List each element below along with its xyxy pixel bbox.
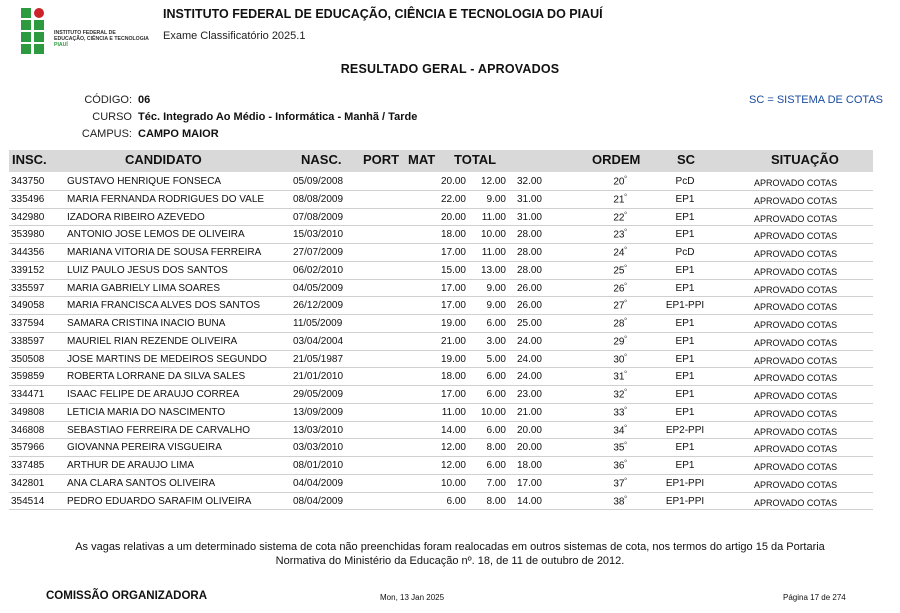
cell-candidato: MAURIEL RIAN REZENDE OLIVEIRA [67, 335, 238, 347]
cell-candidato: PEDRO EDUARDO SARAFIM OLIVEIRA [67, 495, 252, 507]
table-row [9, 475, 873, 493]
cell-sc: EP1 [675, 318, 695, 329]
ordem-number: 31 [613, 371, 625, 383]
cell-insc: 344356 [11, 247, 45, 258]
ordinal-mark: º [624, 495, 627, 502]
cell-sc: EP1 [675, 193, 695, 205]
cell-sc: EP1 [675, 371, 695, 383]
ordinal-mark: º [624, 300, 627, 307]
cell-sc: EP1-PPI [665, 495, 705, 507]
cell-mat: 11.00 [481, 211, 506, 223]
cell-sc: EP1 [675, 229, 695, 241]
cell-candidato: IZADORA RIBEIRO AZEVEDO [67, 211, 205, 223]
cell-ordem [613, 478, 626, 489]
cell-mat: 3.00 [486, 335, 506, 347]
table-row [9, 457, 873, 475]
cell-total: 17.00 [516, 477, 542, 489]
table-row [9, 333, 873, 351]
cell-ordem [613, 300, 626, 311]
ordinal-mark: º [624, 176, 627, 182]
ordem-number: 22 [613, 211, 625, 223]
cell-ordem [613, 425, 626, 436]
cell-ordem [613, 247, 626, 258]
header-insc: INSC. [12, 152, 47, 167]
header-total: TOTAL [454, 152, 497, 167]
cell-mat: 6.00 [486, 371, 506, 383]
ordem-number: 36 [613, 460, 625, 472]
cell-total: 20.00 [516, 424, 542, 436]
cell-sc: EP1 [675, 335, 695, 347]
cell-situacao: APROVADO COTAS [754, 479, 838, 490]
cell-situacao: APROVADO COTAS [754, 355, 838, 366]
cell-ordem [613, 265, 626, 276]
cell-insc: 353980 [11, 229, 45, 241]
ordem-number: 38 [613, 495, 625, 507]
cell-nasc: 03/04/2004 [293, 335, 344, 347]
commission-label: COMISSÃO ORGANIZADORA [46, 590, 207, 602]
cell-candidato: ROBERTA LORRANE DA SILVA SALES [67, 371, 246, 383]
cell-situacao: APROVADO COTAS [754, 337, 838, 348]
cell-mat: 9.00 [486, 193, 506, 205]
table-row [9, 226, 873, 244]
cell-port: 18.00 [440, 229, 466, 241]
cell-nasc: 13/09/2009 [293, 406, 344, 418]
cell-situacao: APROVADO COTAS [754, 373, 838, 384]
ordem-number: 24 [613, 247, 625, 259]
header-ordem: ORDEM [592, 152, 641, 167]
cell-candidato: SEBASTIAO FERREIRA DE CARVALHO [67, 424, 251, 436]
cell-total: 26.00 [516, 282, 542, 294]
cell-candidato: MARIA FERNANDA RODRIGUES DO VALE [67, 193, 265, 205]
cell-total: 28.00 [516, 247, 542, 258]
cell-situacao: APROVADO COTAS [754, 426, 838, 437]
cell-candidato: LETICIA MARIA DO NASCIMENTO [67, 406, 226, 418]
cell-mat: 5.00 [486, 353, 506, 365]
codigo-value: 06 [138, 94, 151, 106]
cell-candidato: ANA CLARA SANTOS OLIVEIRA [67, 477, 216, 489]
header-situacao: SITUAÇÃO [771, 152, 839, 167]
cell-situacao: APROVADO COTAS [754, 302, 838, 313]
cell-nasc: 15/03/2010 [293, 229, 344, 241]
cell-ordem [613, 194, 626, 205]
header-sc: SC [677, 152, 696, 167]
ordinal-mark: º [624, 335, 627, 342]
ordem-number: 28 [613, 318, 625, 330]
info-curso [80, 111, 417, 123]
cell-situacao: APROVADO COTAS [754, 320, 838, 330]
table-row [9, 351, 873, 369]
cell-port: 20.00 [440, 211, 466, 223]
sc-legend: SC = SISTEMA DE COTAS [749, 94, 883, 106]
cell-ordem [613, 229, 626, 240]
cell-sc: EP1-PPI [665, 477, 705, 489]
cell-ordem [613, 354, 626, 365]
cell-mat: 7.00 [486, 477, 506, 489]
ordem-number: 29 [613, 336, 625, 348]
cell-ordem [613, 496, 626, 507]
cell-total: 28.00 [516, 229, 542, 241]
ordinal-mark: º [624, 282, 627, 289]
cell-nasc: 06/02/2010 [293, 264, 344, 276]
ordinal-mark: º [624, 193, 627, 200]
cell-mat: 9.00 [486, 300, 506, 312]
cell-situacao: APROVADO COTAS [754, 444, 838, 455]
cell-port: 19.00 [440, 318, 466, 329]
cell-nasc: 04/05/2009 [293, 282, 344, 294]
cell-situacao: APROVADO COTAS [754, 213, 838, 224]
ordem-number: 37 [613, 478, 625, 490]
cell-candidato: MARIANA VITORIA DE SOUSA FERREIRA [67, 247, 262, 258]
cell-mat: 9.00 [486, 282, 506, 294]
cell-mat: 12.00 [480, 176, 506, 187]
cell-candidato: ANTONIO JOSE LEMOS DE OLIVEIRA [67, 229, 245, 241]
cell-total: 24.00 [516, 353, 542, 365]
cell-situacao: APROVADO COTAS [754, 408, 838, 419]
table-row [9, 439, 873, 457]
cell-total: 31.00 [516, 193, 542, 205]
cell-sc: EP1 [675, 353, 695, 365]
footnote-line-2: Normativa do Ministério da Educação nº. 18, de 11 de outubro de 2012. [275, 555, 625, 567]
institution-title: INSTITUTO FEDERAL DE EDUCAÇÃO, CIÊNCIA E TECNOLOGIA DO PIAUÍ [163, 7, 603, 21]
cell-sc: EP2-PPI [665, 424, 705, 436]
cell-port: 12.00 [440, 460, 466, 471]
ordinal-mark: º [624, 406, 627, 413]
cell-port: 20.00 [440, 176, 466, 187]
cell-total: 18.00 [516, 460, 542, 471]
cell-sc: EP1 [675, 211, 695, 223]
table-row [9, 386, 873, 404]
cell-nasc: 11/05/2009 [293, 318, 343, 329]
cell-nasc: 07/08/2009 [293, 211, 344, 223]
cell-insc: 334471 [11, 389, 45, 400]
header-port: PORT [363, 152, 400, 167]
cell-candidato: ISAAC FELIPE DE ARAUJO CORREA [67, 389, 240, 400]
ordinal-mark: º [624, 353, 627, 360]
ordem-number: 32 [613, 389, 625, 401]
cell-total: 26.00 [516, 300, 542, 312]
cell-port: 17.00 [440, 247, 466, 258]
table-row [9, 280, 873, 298]
cell-port: 18.00 [440, 371, 466, 383]
institution-logo [17, 4, 149, 54]
cell-port: 14.00 [440, 424, 466, 436]
cell-sc: PcD [675, 176, 695, 187]
ordinal-mark: º [624, 460, 627, 466]
ordem-number: 20 [613, 176, 625, 188]
cell-candidato: MARIA FRANCISCA ALVES DOS SANTOS [67, 300, 261, 312]
cell-port: 17.00 [440, 300, 466, 312]
table-row [9, 422, 873, 440]
ordem-number: 27 [613, 300, 625, 312]
cell-total: 28.00 [516, 264, 542, 276]
cell-nasc: 04/04/2009 [293, 477, 344, 489]
curso-value: Téc. Integrado Ao Médio - Informática - Manhã / Tarde [138, 111, 418, 123]
ordinal-mark: º [624, 477, 627, 484]
cell-insc: 337594 [11, 318, 45, 329]
cell-candidato: GIOVANNA PEREIRA VISGUEIRA [67, 442, 222, 454]
cell-nasc: 21/05/1987 [293, 353, 344, 365]
cell-ordem [613, 442, 626, 453]
cell-situacao: APROVADO COTAS [754, 249, 838, 259]
cell-situacao: APROVADO COTAS [754, 284, 838, 295]
cell-situacao: APROVADO COTAS [754, 497, 838, 508]
cell-nasc: 08/01/2010 [293, 460, 344, 471]
cell-insc: 346808 [11, 424, 45, 436]
exam-subtitle: Exame Classificatório 2025.1 [163, 30, 306, 42]
cell-total: 32.00 [516, 176, 542, 187]
page-number: Página 17 de 274 [783, 593, 846, 602]
cell-situacao: APROVADO COTAS [754, 462, 838, 472]
cell-ordem [613, 318, 626, 329]
cell-nasc: 05/09/2008 [293, 176, 344, 187]
cell-nasc: 13/03/2010 [293, 424, 344, 436]
ordinal-mark: º [624, 389, 627, 395]
cell-insc: 335496 [11, 193, 45, 205]
table-row [9, 315, 873, 333]
cell-insc: 342980 [11, 211, 45, 223]
cell-situacao: APROVADO COTAS [754, 391, 838, 401]
cell-ordem [613, 212, 626, 223]
header-mat: MAT [408, 152, 436, 167]
cell-ordem [613, 407, 626, 418]
cell-ordem [613, 176, 626, 187]
results-table-body [9, 173, 873, 510]
cell-nasc: 26/12/2009 [293, 300, 344, 312]
cell-sc: EP1 [675, 389, 695, 400]
ordinal-mark: º [624, 424, 627, 431]
cell-ordem [613, 371, 626, 382]
cell-insc: 349808 [11, 406, 45, 418]
ordinal-mark: º [624, 318, 627, 324]
cell-insc: 343750 [11, 176, 45, 187]
cell-mat: 6.00 [486, 318, 506, 329]
cell-situacao: APROVADO COTAS [754, 266, 838, 277]
cell-total: 14.00 [516, 495, 542, 507]
cell-candidato: MARIA GABRIELY LIMA SOARES [67, 282, 221, 294]
cell-candidato: ARTHUR DE ARAUJO LIMA [67, 460, 195, 471]
cell-mat: 6.00 [486, 389, 506, 400]
cell-candidato: GUSTAVO HENRIQUE FONSECA [67, 176, 222, 187]
curso-label: CURSO [92, 111, 132, 123]
footnote-line-1: As vagas relativas a um determinado sistema de cota não preenchidas foram realocadas em outros sistemas de cota, nos termos do artigo 15 da Portaria [75, 541, 825, 553]
table-row [9, 404, 873, 422]
cell-sc: EP1-PPI [665, 300, 705, 312]
cell-total: 23.00 [516, 389, 542, 400]
cell-port: 10.00 [440, 477, 466, 489]
ordinal-mark: º [624, 247, 627, 253]
cell-port: 17.00 [440, 282, 466, 294]
info-campus [80, 128, 219, 140]
footnote [0, 540, 900, 568]
campus-label: CAMPUS: [81, 128, 132, 140]
cell-total: 25.00 [516, 318, 542, 329]
logo-text: INSTITUTO FEDERAL DE EDUCAÇÃO, CIÊNCIA E TECNOLOGIA PIAUÍ [54, 30, 149, 48]
header-candidato: CANDIDATO [125, 152, 202, 167]
cell-insc: 350508 [11, 353, 45, 365]
cell-insc: 357966 [11, 442, 45, 454]
campus-value: CAMPO MAIOR [138, 128, 219, 140]
table-row [9, 244, 873, 262]
report-title: RESULTADO GERAL - APROVADOS [340, 62, 560, 76]
ordem-number: 23 [613, 229, 625, 241]
cell-ordem [613, 283, 626, 294]
cell-nasc: 21/01/2010 [293, 371, 344, 383]
table-row [9, 297, 873, 315]
codigo-label: CÓDIGO: [84, 94, 132, 106]
cell-port: 15.00 [440, 264, 466, 276]
cell-candidato: JOSE MARTINS DE MEDEIROS SEGUNDO [67, 353, 267, 365]
ordem-number: 25 [613, 265, 625, 277]
ordinal-mark: º [624, 442, 627, 449]
cell-nasc: 08/08/2009 [293, 193, 344, 205]
cell-insc: 349058 [11, 300, 45, 312]
ordem-number: 34 [613, 424, 625, 436]
print-date: Mon, 13 Jan 2025 [380, 593, 445, 602]
cell-mat: 8.00 [486, 442, 506, 454]
cell-sc: EP1 [675, 442, 695, 454]
cell-insc: 354514 [11, 495, 45, 507]
cell-port: 22.00 [440, 193, 466, 205]
table-row [9, 493, 873, 511]
cell-sc: EP1 [675, 460, 695, 471]
cell-mat: 13.00 [480, 264, 506, 276]
ordem-number: 30 [613, 353, 625, 365]
cell-nasc: 27/07/2009 [293, 247, 344, 258]
cell-total: 24.00 [516, 371, 542, 383]
cell-port: 19.00 [440, 353, 466, 365]
cell-mat: 6.00 [486, 460, 506, 471]
table-header [9, 150, 873, 172]
cell-total: 24.00 [516, 335, 542, 347]
cell-nasc: 03/03/2010 [293, 442, 344, 454]
cell-mat: 6.00 [486, 424, 506, 436]
cell-insc: 359859 [11, 371, 45, 383]
cell-total: 31.00 [516, 211, 542, 223]
cell-candidato: LUIZ PAULO JESUS DOS SANTOS [67, 264, 228, 276]
cell-mat: 10.00 [480, 229, 506, 241]
cell-port: 21.00 [440, 335, 466, 347]
cell-port: 6.00 [446, 495, 466, 507]
ordem-number: 35 [613, 442, 625, 454]
cell-nasc: 29/05/2009 [293, 389, 344, 400]
table-row [9, 262, 873, 280]
cell-port: 11.00 [441, 406, 466, 418]
ordinal-mark: º [624, 229, 627, 236]
ordem-number: 33 [613, 407, 625, 419]
ordinal-mark: º [624, 211, 627, 218]
header-nasc: NASC. [301, 152, 342, 167]
cell-sc: EP1 [675, 264, 695, 276]
cell-situacao: APROVADO COTAS [754, 195, 838, 206]
table-row [9, 368, 873, 386]
cell-nasc: 08/04/2009 [293, 495, 344, 507]
cell-insc: 339152 [11, 264, 45, 276]
cell-ordem [613, 460, 626, 471]
cell-mat: 10.00 [480, 406, 506, 418]
cell-total: 21.00 [516, 406, 542, 418]
cell-ordem [613, 336, 626, 347]
cell-mat: 8.00 [486, 495, 506, 507]
ordem-number: 26 [613, 282, 625, 294]
table-row [9, 209, 873, 227]
cell-sc: PcD [675, 247, 695, 258]
cell-mat: 11.00 [481, 247, 506, 258]
cell-insc: 335597 [11, 282, 45, 294]
info-codigo [80, 94, 150, 106]
table-row [9, 173, 873, 191]
cell-port: 12.00 [440, 442, 466, 454]
cell-sc: EP1 [675, 406, 695, 418]
ordem-number: 21 [613, 194, 625, 206]
ordinal-mark: º [624, 371, 627, 378]
cell-situacao: APROVADO COTAS [754, 231, 838, 242]
cell-candidato: SAMARA CRISTINA INACIO BUNA [67, 318, 226, 329]
cell-insc: 338597 [11, 335, 45, 347]
table-row [9, 191, 873, 209]
cell-ordem [613, 389, 626, 400]
logo-red-circle [34, 8, 44, 18]
cell-sc: EP1 [675, 282, 695, 294]
cell-port: 17.00 [440, 389, 466, 400]
cell-situacao: APROVADO COTAS [754, 178, 838, 188]
ordinal-mark: º [624, 264, 627, 271]
cell-insc: 342801 [11, 477, 45, 489]
cell-insc: 337485 [11, 460, 45, 471]
cell-total: 20.00 [516, 442, 542, 454]
